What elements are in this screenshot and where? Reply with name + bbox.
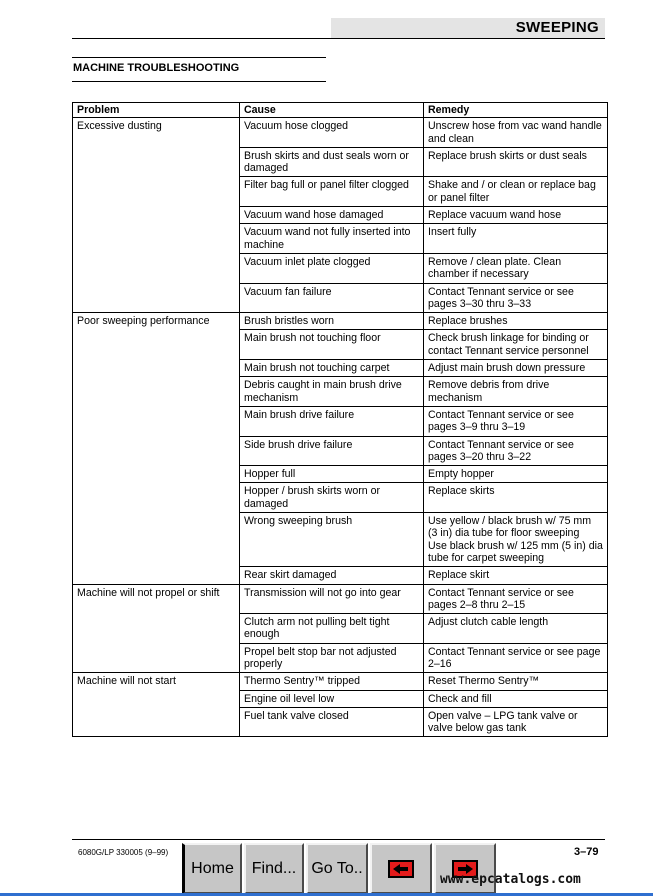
remedy-text: Contact Tennant service or see pages 3–20 thru 3–22: [428, 438, 574, 463]
column-header-cause: Cause: [240, 103, 424, 118]
table-row: [73, 673, 608, 690]
remedy-text: Check and fill: [428, 692, 492, 705]
cause-cell: Debris caught in main brush drive mechanism: [240, 377, 424, 407]
remedy-cell: [424, 614, 608, 644]
remedy-cell: [424, 224, 608, 254]
section-header-bar: [331, 18, 605, 38]
goto-button-label: Go To..: [311, 859, 363, 877]
arrow-left-icon: [388, 860, 414, 878]
cause-cell: Main brush not touching floor: [240, 330, 424, 360]
remedy-text: Replace vacuum wand hose: [428, 209, 562, 222]
problem-cell: Poor sweeping performance: [73, 313, 240, 584]
remedy-text: Use yellow / black brush w/ 75 mm (3 in) dia tube for floor sweeping: [428, 515, 592, 540]
column-header-remedy: Remedy: [424, 103, 608, 118]
remedy-cell: [424, 406, 608, 436]
cause-cell: Fuel tank valve closed: [240, 707, 424, 737]
remedy-cell: [424, 466, 608, 483]
subheading-rule-bottom: [72, 81, 326, 82]
cause-cell: Vacuum wand hose damaged: [240, 207, 424, 224]
remedy-text: Use black brush w/ 125 mm (5 in) dia tube for carpet sweeping: [428, 539, 603, 564]
find-button[interactable]: [244, 843, 304, 894]
remedy-text: Remove / clean plate. Clean chamber if necessary: [428, 255, 562, 281]
table-body: [73, 118, 608, 737]
remedy-text: Open valve – LPG tank valve or valve below gas tank: [428, 709, 578, 735]
remedy-cell: [424, 483, 608, 513]
remedy-cell: [424, 118, 608, 148]
remedy-cell: [424, 313, 608, 330]
page-subheading: MACHINE TROUBLESHOOTING: [73, 62, 240, 74]
remedy-cell: [424, 673, 608, 690]
remedy-cell: [424, 360, 608, 377]
cause-cell: Vacuum fan failure: [240, 283, 424, 313]
column-header-problem: Problem: [73, 103, 240, 118]
remedy-text: Adjust clutch cable length: [428, 616, 549, 629]
document-reference: 6080G/LP 330005 (9–99): [78, 848, 169, 857]
problem-cell: Machine will not propel or shift: [73, 584, 240, 673]
cause-cell: Rear skirt damaged: [240, 567, 424, 584]
remedy-cell: [424, 377, 608, 407]
remedy-text: Unscrew hose from vac wand handle and clean: [428, 120, 602, 145]
problem-cell: Excessive dusting: [73, 118, 240, 313]
section-title: SWEEPING: [515, 19, 599, 36]
remedy-text: Insert fully: [428, 226, 477, 239]
remedy-cell: [424, 330, 608, 360]
troubleshooting-table: [72, 102, 608, 737]
remedy-text: Replace skirt: [428, 569, 490, 582]
remedy-cell: [424, 253, 608, 283]
cause-cell: Thermo Sentry™ tripped: [240, 673, 424, 690]
table-row: [73, 584, 608, 614]
remedy-cell: [424, 147, 608, 177]
table-row: [73, 313, 608, 330]
cause-cell: Clutch arm not pulling belt tight enough: [240, 614, 424, 644]
find-button-label: Find...: [251, 859, 297, 877]
cause-cell: Hopper full: [240, 466, 424, 483]
remedy-cell: [424, 177, 608, 207]
remedy-cell: [424, 707, 608, 737]
remedy-text: Contact Tennant service or see pages 3–30 thru 3–33: [428, 285, 574, 310]
remedy-text: Reset Thermo Sentry™: [428, 675, 540, 688]
goto-button[interactable]: [306, 843, 368, 894]
remedy-text: Contact Tennant service or see pages 3–9 thru 3–19: [428, 408, 574, 434]
remedy-text: Shake and / or clean or replace bag or panel filter: [428, 179, 596, 204]
table-row: [73, 118, 608, 148]
cause-cell: Vacuum wand not fully inserted into machine: [240, 224, 424, 254]
remedy-cell: [424, 513, 608, 567]
watermark: www.epcatalogs.com: [440, 872, 581, 887]
cause-cell: Hopper / brush skirts worn or damaged: [240, 483, 424, 513]
remedy-cell: [424, 584, 608, 614]
remedy-text: Empty hopper: [428, 468, 494, 481]
remedy-text: Contact Tennant service or see pages 2–8 thru 2–15: [428, 586, 574, 611]
cause-cell: Engine oil level low: [240, 690, 424, 707]
cause-cell: Wrong sweeping brush: [240, 513, 424, 567]
table-header-row: [73, 103, 608, 118]
remedy-cell: [424, 643, 608, 673]
subheading-rule-top: [72, 57, 326, 58]
remedy-text: Contact Tennant service or see page 2–16: [428, 645, 601, 670]
cause-cell: Side brush drive failure: [240, 436, 424, 466]
remedy-text: Remove debris from drive mechanism: [428, 379, 550, 404]
footer-rule: [72, 839, 605, 840]
cause-cell: Brush bristles worn: [240, 313, 424, 330]
navigation-bar: [182, 843, 562, 896]
cause-cell: Transmission will not go into gear: [240, 584, 424, 614]
remedy-cell: [424, 283, 608, 313]
remedy-text: Replace brushes: [428, 315, 508, 328]
cause-cell: Propel belt stop bar not adjusted properly: [240, 643, 424, 673]
remedy-text: Check brush linkage for binding or contact Tennant service personnel: [428, 332, 589, 357]
problem-cell: Machine will not start: [73, 673, 240, 737]
cause-cell: Main brush not touching carpet: [240, 360, 424, 377]
remedy-text: Replace brush skirts or dust seals: [428, 149, 587, 162]
cause-cell: Vacuum inlet plate clogged: [240, 253, 424, 283]
cause-cell: Brush skirts and dust seals worn or damaged: [240, 147, 424, 177]
cause-cell: Main brush drive failure: [240, 406, 424, 436]
remedy-cell: [424, 567, 608, 584]
home-button-label: Home: [191, 859, 234, 877]
remedy-cell: [424, 436, 608, 466]
cause-cell: Filter bag full or panel filter clogged: [240, 177, 424, 207]
page-number: 3–79: [574, 846, 599, 858]
remedy-text: Replace skirts: [428, 485, 495, 498]
remedy-cell: [424, 690, 608, 707]
remedy-cell: [424, 207, 608, 224]
remedy-text: Adjust main brush down pressure: [428, 362, 586, 375]
header-rule: [72, 38, 605, 39]
previous-page-button[interactable]: [370, 843, 432, 894]
home-button[interactable]: [182, 843, 242, 894]
cause-cell: Vacuum hose clogged: [240, 118, 424, 148]
